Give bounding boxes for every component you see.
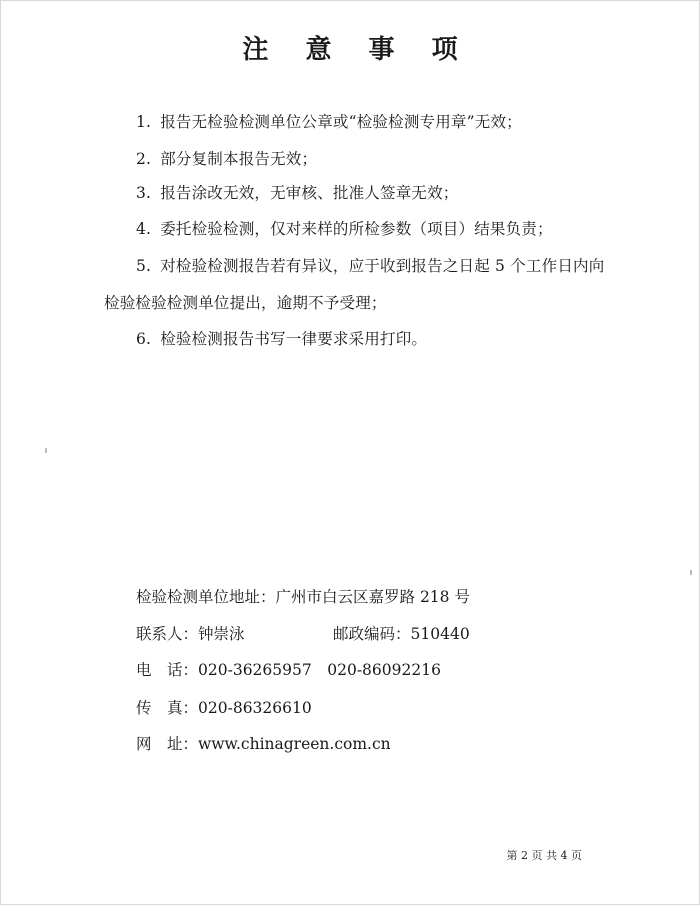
notice-number: 3. xyxy=(136,184,152,202)
page-title: 注 意 事 项 xyxy=(242,35,472,65)
website-label: 网 址： xyxy=(136,735,199,753)
notice-item-5 xyxy=(136,254,604,276)
notice-number: 1. xyxy=(136,113,152,131)
notice-item-3 xyxy=(136,181,459,203)
notice-text: 报告涂改无效，无审核、批准人签章无效； xyxy=(160,184,459,202)
scan-mark xyxy=(690,570,692,575)
notice-item-2 xyxy=(136,147,317,169)
postcode-value: 510440 xyxy=(410,625,470,643)
fax-value: 020-86326610 xyxy=(198,699,312,717)
address-label: 检验检测单位地址： xyxy=(136,588,276,606)
address-row xyxy=(136,585,470,607)
phone-row xyxy=(136,658,441,680)
notice-item-1 xyxy=(136,110,522,132)
notice-text: 报告无检验检测单位公章或“检验检测专用章”无效； xyxy=(160,113,522,131)
contact-label: 联系人： xyxy=(136,625,199,643)
notice-item-6 xyxy=(136,327,427,349)
contact-person-row xyxy=(136,622,245,644)
notice-number: 2. xyxy=(136,150,152,168)
notice-number: 5. xyxy=(136,257,152,275)
postcode-row xyxy=(333,622,470,644)
fax-row xyxy=(136,696,312,718)
notice-text: 部分复制本报告无效； xyxy=(160,150,318,168)
notice-text: 委托检验检测，仅对来样的所检参数（项目）结果负责； xyxy=(160,220,553,238)
fax-label: 传 真： xyxy=(136,699,199,717)
page-indicator: 第 2 页 共 4 页 xyxy=(506,849,582,862)
notice-item-4 xyxy=(136,217,553,239)
phone-value: 020-36265957 020-86092216 xyxy=(198,661,441,679)
address-value: 广州市白云区嘉罗路 218 号 xyxy=(275,588,470,606)
website-row xyxy=(136,732,391,754)
phone-label: 电 话： xyxy=(136,661,199,679)
scan-mark xyxy=(45,448,47,453)
notice-item-5-continuation: 检验检验检测单位提出，逾期不予受理； xyxy=(104,294,387,312)
notice-number: 4. xyxy=(136,220,152,238)
website-value: www.chinagreen.com.cn xyxy=(198,735,391,753)
notice-number: 6. xyxy=(136,330,152,348)
notice-text: 检验检测报告书写一律要求采用打印。 xyxy=(160,330,428,348)
notice-text: 对检验检测报告若有异议，应于收到报告之日起 5 个工作日内向 xyxy=(160,257,605,275)
contact-value: 钟崇泳 xyxy=(198,625,245,643)
postcode-label: 邮政编码： xyxy=(333,625,411,643)
